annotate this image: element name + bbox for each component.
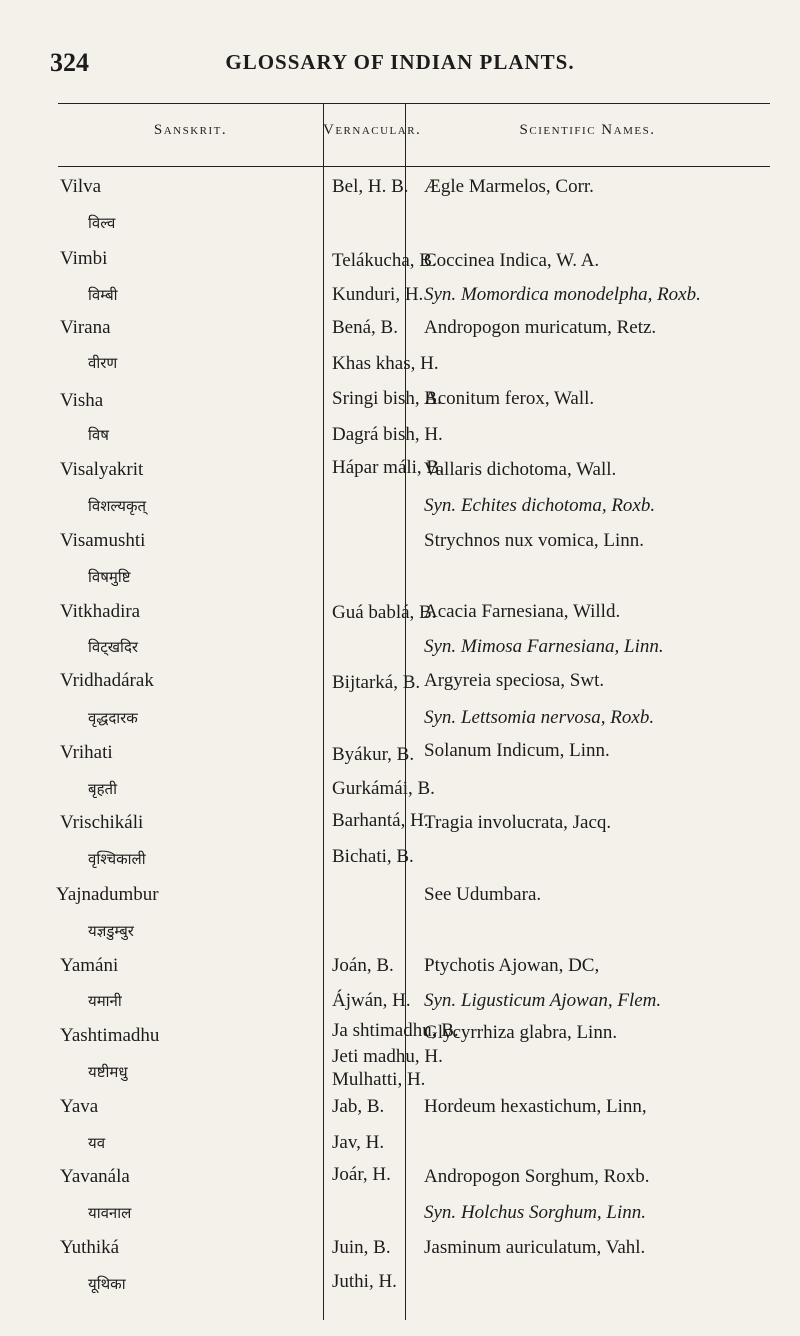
synonym-name: Lettsomia nervosa, Roxb. — [460, 707, 655, 728]
vernacular-name: Guá bablá, B. — [332, 602, 437, 623]
synonym-name: Mimosa Farnesiana, Linn. — [460, 636, 664, 657]
sanskrit-devanagari: विट्खदिर — [88, 638, 139, 656]
column-header-scientific: Scientific Names. — [519, 122, 656, 138]
vernacular-name: Gurkámái, B. — [332, 778, 435, 799]
vernacular-name: Hápar máli, B. — [332, 457, 444, 478]
vernacular-name: Bel, H. B. — [332, 176, 409, 197]
sanskrit-name: Vrihati — [60, 742, 113, 763]
scientific-name: Aconitum ferox, Wall. — [424, 388, 595, 409]
sanskrit-devanagari: वृश्चिकाली — [88, 850, 146, 868]
sanskrit-name: Yuthiká — [60, 1237, 120, 1258]
scientific-name: Solanum Indicum, Linn. — [424, 740, 610, 761]
scientific-name: Andropogon muricatum, Retz. — [424, 317, 657, 338]
sanskrit-devanagari: यव — [88, 1134, 106, 1152]
sanskrit-name: Visamushti — [60, 530, 146, 551]
running-title: GLOSSARY OF INDIAN PLANTS. — [225, 50, 575, 74]
synonym-label: Syn. — [424, 1202, 457, 1223]
sanskrit-devanagari: यज्ञडुम्बुर — [88, 922, 134, 940]
sanskrit-name: Vitkhadira — [60, 601, 141, 622]
sanskrit-devanagari: बृहती — [88, 780, 117, 798]
sanskrit-devanagari: यूथिका — [88, 1275, 126, 1293]
synonym-entry — [424, 707, 654, 729]
synonym-entry — [424, 495, 655, 517]
scientific-name: Ægle Marmelos, Corr. — [424, 176, 594, 197]
sanskrit-name: Yava — [60, 1096, 99, 1117]
sanskrit-devanagari: विम्बी — [88, 286, 118, 304]
vernacular-name: Joán, B. — [332, 955, 394, 976]
sanskrit-devanagari: यमानी — [88, 992, 122, 1010]
sanskrit-name: Yamáni — [60, 955, 119, 976]
vernacular-name: Joár, H. — [332, 1164, 391, 1185]
synonym-entry — [424, 990, 661, 1012]
vernacular-name: Khas khas, H. — [332, 353, 439, 374]
sanskrit-devanagari: वृद्धदारक — [88, 709, 138, 727]
sanskrit-name: Yashtimadhu — [60, 1025, 160, 1046]
table-top-rule — [58, 103, 770, 104]
scientific-name: Argyreia speciosa, Swt. — [424, 670, 605, 691]
synonym-entry — [424, 636, 664, 658]
column-header-sanskrit: Sanskrit. — [153, 122, 228, 138]
page-number: 324 — [50, 48, 89, 77]
sanskrit-devanagari: वीरण — [88, 354, 118, 372]
vernacular-name: Jeti madhu, H. — [332, 1046, 443, 1067]
scientific-name: Vallaris dichotoma, Wall. — [424, 459, 617, 480]
vernacular-name: Bená, B. — [332, 317, 398, 338]
sanskrit-name: Yajnadumbur — [56, 884, 159, 905]
sanskrit-name: Vridhadárak — [60, 670, 154, 691]
vernacular-name: Kunduri, H. — [332, 284, 424, 305]
synonym-name: Ligusticum Ajowan, Flem. — [460, 990, 662, 1011]
sanskrit-devanagari: विषमुष्टि — [88, 568, 131, 586]
sanskrit-name: Virana — [60, 317, 111, 338]
vernacular-name: Juthi, H. — [332, 1271, 397, 1292]
sanskrit-name: Yavanála — [60, 1166, 130, 1187]
column-divider-left — [323, 104, 324, 1320]
sanskrit-name: Visha — [60, 390, 104, 411]
synonym-label: Syn. — [424, 990, 457, 1011]
vernacular-name: Byákur, B. — [332, 744, 415, 765]
scientific-name: Andropogon Sorghum, Roxb. — [424, 1166, 650, 1187]
sanskrit-devanagari: विष — [88, 426, 109, 444]
synonym-label: Syn. — [424, 707, 457, 728]
synonym-label: Syn. — [424, 636, 457, 657]
synonym-name: Echites dichotoma, Roxb. — [460, 495, 656, 516]
vernacular-name: Bijtarká, B. — [332, 672, 421, 693]
sanskrit-name: Vimbi — [60, 248, 108, 269]
sanskrit-devanagari: यावनाल — [88, 1204, 132, 1222]
synonym-name: Momordica monodelpha, Roxb. — [460, 284, 701, 305]
sanskrit-name: Vrischikáli — [60, 812, 144, 833]
vernacular-name: Jab, B. — [332, 1096, 385, 1117]
scientific-name: Ptychotis Ajowan, DC, — [424, 955, 600, 976]
sanskrit-name: Vilva — [60, 176, 102, 197]
scientific-name: See Udumbara. — [424, 884, 542, 905]
scientific-name: Acacia Farnesiana, Willd. — [424, 601, 621, 622]
scientific-name: Jasminum auriculatum, Vahl. — [424, 1237, 646, 1258]
sanskrit-devanagari: विशल्यकृत् — [88, 497, 147, 515]
scientific-name: Glycyrrhiza glabra, Linn. — [424, 1022, 618, 1043]
sanskrit-name: Visalyakrit — [60, 459, 144, 480]
vernacular-name: Jav, H. — [332, 1132, 385, 1153]
scientific-name: Hordeum hexastichum, Linn, — [424, 1096, 647, 1117]
column-header-vernacular: Vernacular. — [323, 122, 422, 138]
scientific-name: Tragia involucrata, Jacq. — [424, 812, 612, 833]
vernacular-name: Ájwán, H. — [332, 990, 411, 1011]
synonym-label: Syn. — [424, 284, 457, 305]
vernacular-name: Juin, B. — [332, 1237, 391, 1258]
synonym-label: Syn. — [424, 495, 457, 516]
page-header — [0, 0, 800, 90]
sanskrit-devanagari: यष्टीमधु — [88, 1063, 128, 1081]
synonym-entry — [424, 284, 701, 306]
table-header-rule — [58, 166, 770, 167]
synonym-name: Holchus Sorghum, Linn. — [460, 1202, 647, 1223]
vernacular-name: Ja shtimadhu, B. — [332, 1020, 459, 1041]
vernacular-name: Barhantá, H. — [332, 810, 429, 831]
scientific-name: Strychnos nux vomica, Linn. — [424, 530, 645, 551]
vernacular-name: Dagrá bish, H. — [332, 424, 443, 445]
vernacular-name: Telákucha, B. — [332, 250, 437, 271]
sanskrit-devanagari: विल्व — [88, 214, 116, 232]
synonym-entry — [424, 1202, 646, 1224]
scientific-name: Coccinea Indica, W. A. — [424, 250, 600, 271]
vernacular-name: Bichati, B. — [332, 846, 414, 867]
vernacular-name: Mulhatti, H. — [332, 1069, 426, 1090]
vernacular-name: Sringi bish, B. — [332, 388, 442, 409]
